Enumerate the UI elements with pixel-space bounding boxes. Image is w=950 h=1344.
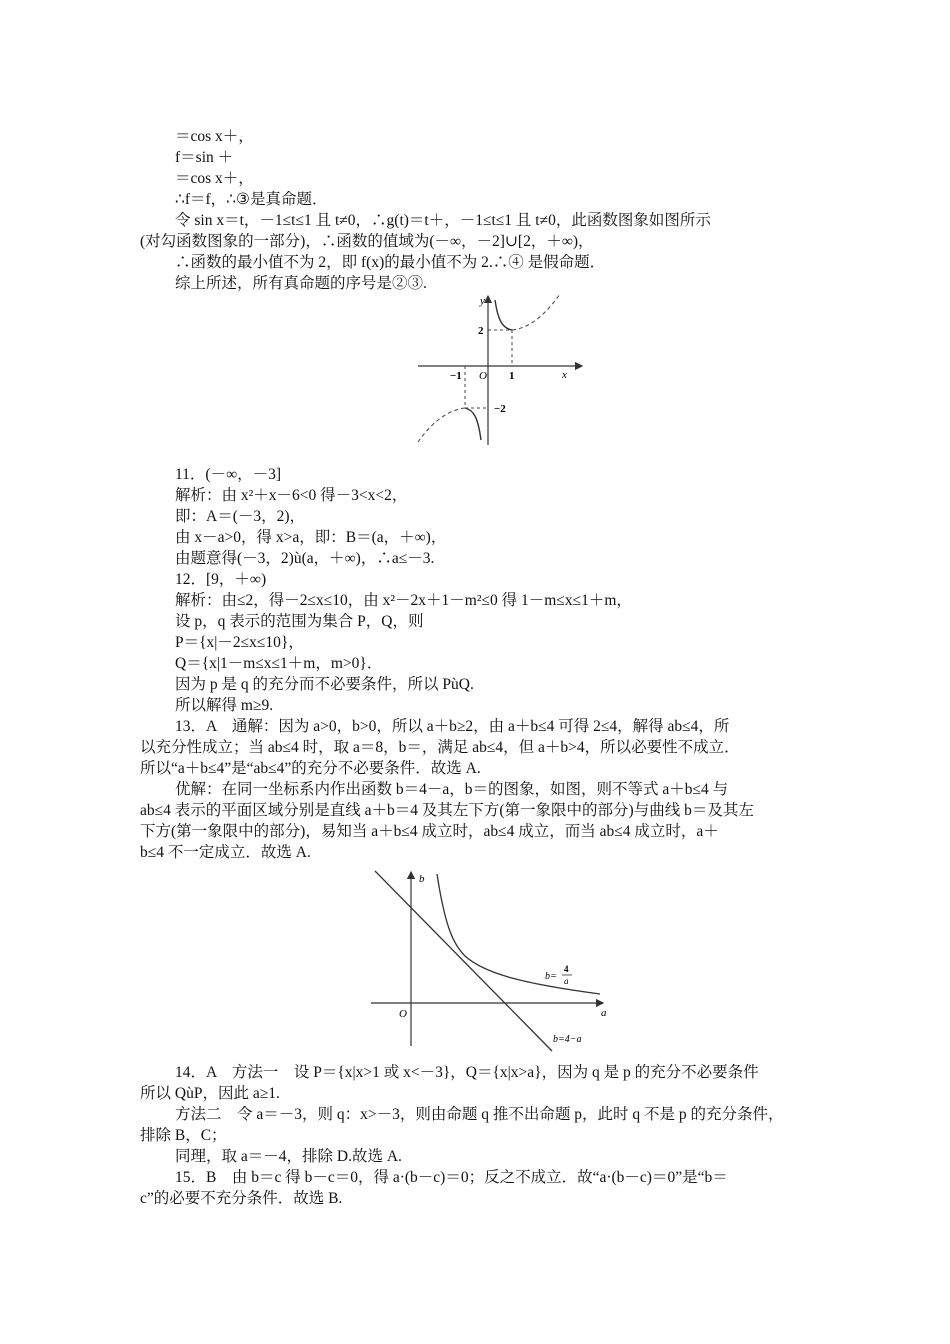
text-line: 因为 p 是 q 的充分而不必要条件，所以 PùQ. (175, 676, 474, 693)
hook-function-figure (410, 290, 590, 450)
line-label: b=4−a (553, 1034, 582, 1045)
text-line: 11．(－∞，－3] (175, 466, 282, 483)
text-line: 15．B 由 b＝c 得 b－c＝0，得 a·(b－c)＝0；反之不成立．故“a·(b－c)＝0”是“b＝ (175, 1169, 728, 1186)
text-line: f＝sin ＋ (175, 149, 234, 166)
text-line: 令 sin x＝t，－1≤t≤1 且 t≠0，∴g(t)＝t＋，－1≤t≤1 且 t≠0，此函数图象如图所示 (175, 212, 711, 229)
text-line: Q＝{x|1－m≤x≤1＋m，m>0}． (175, 655, 383, 672)
curve-label-prefix: b= (545, 971, 557, 982)
text-line: (对勾函数图象的一部分)，∴函数的值域为(－∞，－2]∪[2，＋∞)， (140, 233, 594, 250)
text-line: 解析：由 x²＋x－6<0 得－3<x<2， (175, 487, 408, 504)
tick-label-1: 1 (509, 370, 515, 382)
text-line: 所以 QùP，因此 a≥1. (140, 1085, 280, 1102)
text-line: 设 p，q 表示的范围为集合 P，Q，则 (175, 613, 424, 630)
curve-b-equals-4-over-a (437, 874, 600, 994)
text-line: 即：A＝(－3，2)， (175, 508, 306, 525)
text-line: 优解：在同一坐标系内作出函数 b＝4－a，b＝的图象，如图，则不等式 a＋b≤4 与 (175, 781, 729, 798)
dashed-curve-right (512, 294, 560, 330)
text-line: ∴函数的最小值不为 2，即 f(x)的最小值不为 2.∴④ 是假命题． (175, 254, 606, 271)
b-label: b (419, 873, 425, 885)
text-line: 下方(第一象限中的部分)，易知当 a＋b≤4 成立时，ab≤4 成立，而当 ab≤4 成立时，a＋ (140, 823, 719, 840)
text-line: 所以“a＋b≤4”是“ab≤4”的充分不必要条件．故选 A. (140, 760, 481, 777)
text-line: 综上所述，所有真命题的序号是②③. (175, 275, 427, 292)
text-line: P＝{x|－2≤x≤10}， (175, 634, 304, 651)
text-line: c”的必要不充分条件．故选 B. (140, 1190, 343, 1207)
text-line: 14．A 方法一 设 P＝{x|x>1 或 x<－3}，Q＝{x|x>a}，因为 q 是 p 的充分不必要条件 (175, 1064, 759, 1081)
solid-curve-left (465, 408, 481, 440)
curve-label-numerator: 4 (564, 964, 569, 974)
y-label: y (480, 295, 485, 307)
a-label: a (601, 1007, 607, 1019)
curve-label-denominator: a (564, 976, 569, 986)
text-line: ＝cos x＋， (175, 170, 254, 187)
text-line: 方法二 令 a＝－3，则 q：x>－3，则由命题 q 推不出命题 p，此时 q 不是 p 的充分条件， (175, 1106, 784, 1123)
tick-label-neg1: −1 (450, 370, 462, 382)
text-line: ＝cos x＋， (175, 128, 254, 145)
text-line: 排除 B，C； (140, 1127, 227, 1144)
text-line: 解析：由≤2，得－2≤x≤10，由 x²－2x＋1－m²≤0 得 1－m≤x≤1＋m， (175, 592, 632, 609)
text-line: b≤4 不一定成立．故选 A. (140, 844, 311, 861)
x-label: x (562, 369, 567, 381)
text-line: 以充分性成立；当 ab≤4 时，取 a＝8，b＝，满足 ab≤4，但 a＋b>4，所以必要性不成立． (140, 739, 740, 756)
text-line: 由 x－a>0，得 x>a，即：B＝(a，＋∞)， (175, 529, 447, 546)
text-line: ∴f＝f，∴③是真命题． (175, 191, 328, 208)
origin-label: O (399, 1008, 407, 1020)
text-line: ab≤4 表示的平面区域分别是直线 a＋b＝4 及其左下方(第一象限中的部分)与曲线 b＝及其左 (140, 802, 754, 819)
text-line: 所以解得 m≥9. (175, 697, 274, 714)
solid-curve-right (495, 300, 512, 330)
origin-label: O (479, 370, 487, 382)
line-b-equals-4-minus-a (375, 871, 552, 1051)
region-figure (365, 866, 615, 1056)
tick-label-neg2: −2 (494, 403, 506, 415)
text-line: 同理，取 a＝－4，排除 D.故选 A. (175, 1148, 402, 1165)
text-line: 13．A 通解：因为 a>0，b>0，所以 a＋b≥2，由 a＋b≤4 可得 2≤4，解得 ab≤4，所 (175, 718, 730, 735)
text-line: 由题意得(－3，2)ù(a，＋∞)，∴a≤－3. (175, 550, 435, 567)
dashed-curve-left (418, 408, 465, 442)
tick-label-2: 2 (478, 325, 484, 337)
text-line: 12．[9，＋∞) (175, 571, 267, 588)
